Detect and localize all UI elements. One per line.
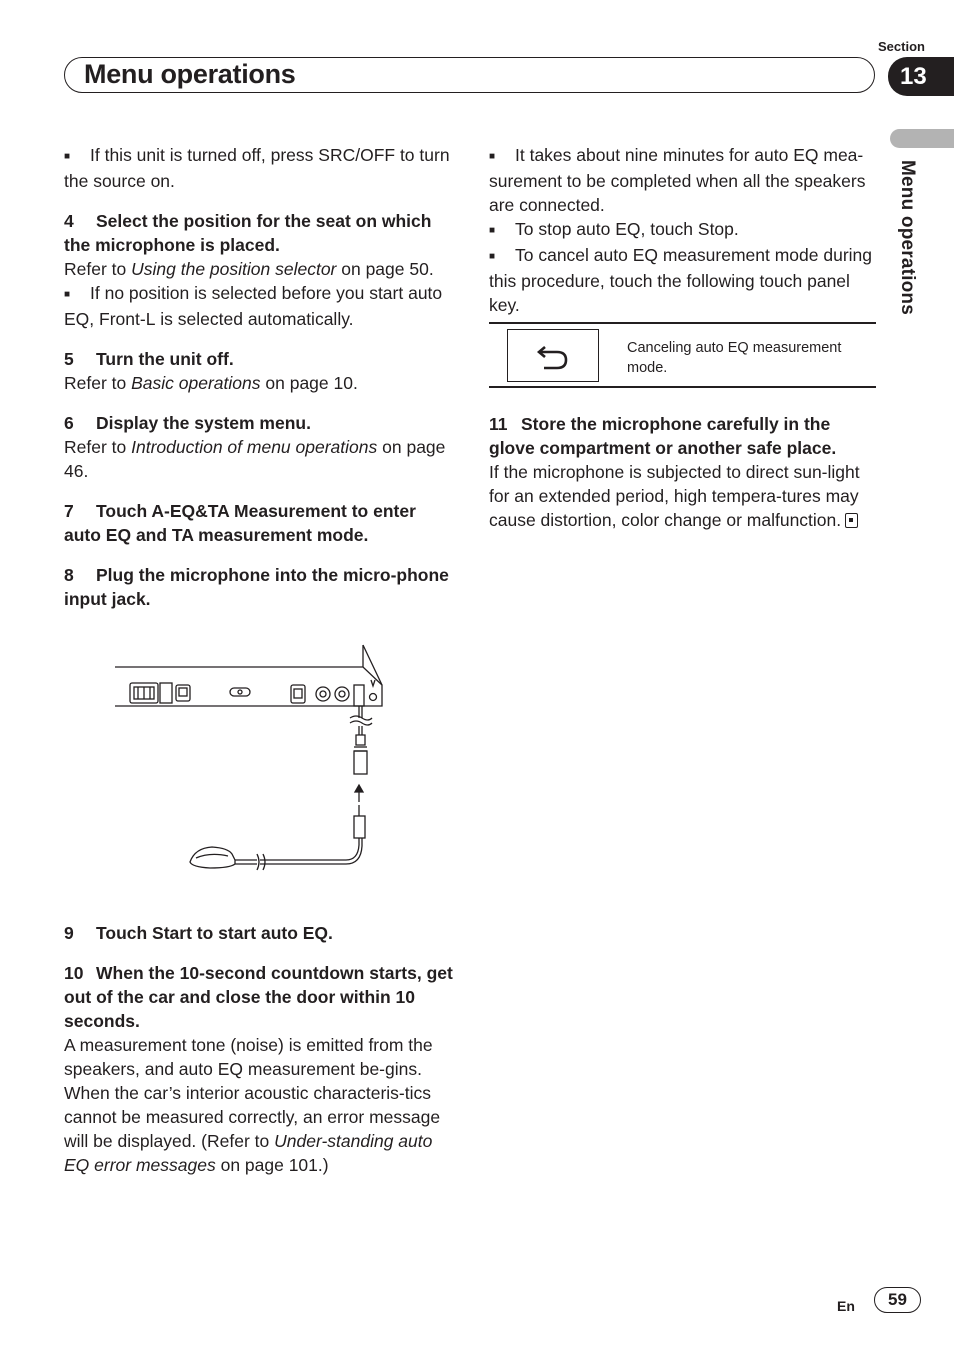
step-4-bullet: ■ If no position is selected before you start auto EQ, Front-L is selected automatically.	[64, 281, 456, 331]
step-4-heading: 4 Select the position for the seat on which the microphone is placed.	[64, 211, 432, 255]
bullet-cancel-auto-eq: ■ To cancel auto EQ measurement mode during this procedure, touch the following touch panel key.	[489, 243, 877, 317]
rca-jack-right-icon	[335, 687, 349, 701]
rca-jack-left-icon	[316, 687, 330, 701]
step-10-paragraph-2: When the car’s interior acoustic characteris-tics cannot be measured correctly, an error message will be displayed. (Refer to Under-standing auto EQ error messages on page 101.)	[64, 1083, 441, 1175]
back-key-illustration	[507, 329, 599, 382]
step-4-reference: Refer to Using the position selector on page 50.	[64, 259, 434, 279]
column-left-bottom	[64, 921, 456, 1177]
column-right-bottom	[489, 412, 877, 532]
bullet-stop-auto-eq: ■ To stop auto EQ, touch Stop.	[489, 217, 877, 243]
step-11-heading: 11 Store the microphone carefully in the glove compartment or another safe place.	[489, 414, 837, 458]
side-tab-marker	[890, 129, 954, 148]
mic-jack-icon	[354, 685, 364, 706]
end-mark-icon	[845, 513, 858, 528]
column-left-top	[64, 143, 456, 611]
step-9-heading: 9 Touch Start to start auto EQ.	[64, 923, 333, 943]
section-number-badge: 13	[888, 57, 954, 96]
column-right-top	[489, 143, 877, 317]
step-5-reference: Refer to Basic operations on page 10.	[64, 373, 358, 393]
bullet-turn-on: ■ If this unit is turned off, press SRC/OFF to turn the source on.	[64, 143, 456, 193]
page-number: 59	[874, 1287, 921, 1313]
ipod-jack-icon	[291, 685, 305, 703]
step-10-heading: 10 When the 10-second countdown starts, get out of the car and close the door within 10 seconds.	[64, 963, 453, 1031]
microphone-connection-diagram	[110, 640, 400, 880]
step-6-heading: 6 Display the system menu.	[64, 413, 311, 433]
side-tab-label: Menu operations	[897, 160, 918, 316]
page-title: Menu operations	[84, 59, 296, 89]
small-connector-icon	[160, 683, 172, 703]
step-7-heading: 7 Touch A-EQ&TA Measurement to enter auto EQ and TA measurement mode.	[64, 501, 416, 545]
step-11-paragraph: If the microphone is subjected to direct sun-light for an extended period, high tempera-tures may cause distortion, color change or malfunction.	[489, 462, 860, 530]
plug-housing-icon	[354, 751, 367, 774]
touch-key-table	[489, 322, 876, 388]
bullet-measurement-time: ■ It takes about nine minutes for auto EQ mea-surement to be completed when all the speakers are connected.	[489, 143, 877, 217]
back-arrow-icon	[536, 341, 570, 371]
step-10-paragraph-1: A measurement tone (noise) is emitted from the speakers, and auto EQ measurement be-gins.	[64, 1035, 433, 1079]
mic-plug-icon	[354, 816, 365, 838]
step-5-heading: 5 Turn the unit off.	[64, 349, 234, 369]
step-8-heading: 8 Plug the microphone into the micro-phone input jack.	[64, 565, 449, 609]
back-key-description: Canceling auto EQ measurement mode.	[627, 340, 842, 376]
slot-icon	[230, 688, 250, 696]
language-label: En	[837, 1298, 855, 1314]
step-6-reference: Refer to Introduction of menu operations on page 46.	[64, 437, 446, 481]
ground-screw-icon	[370, 694, 377, 701]
section-label: Section	[878, 39, 925, 54]
